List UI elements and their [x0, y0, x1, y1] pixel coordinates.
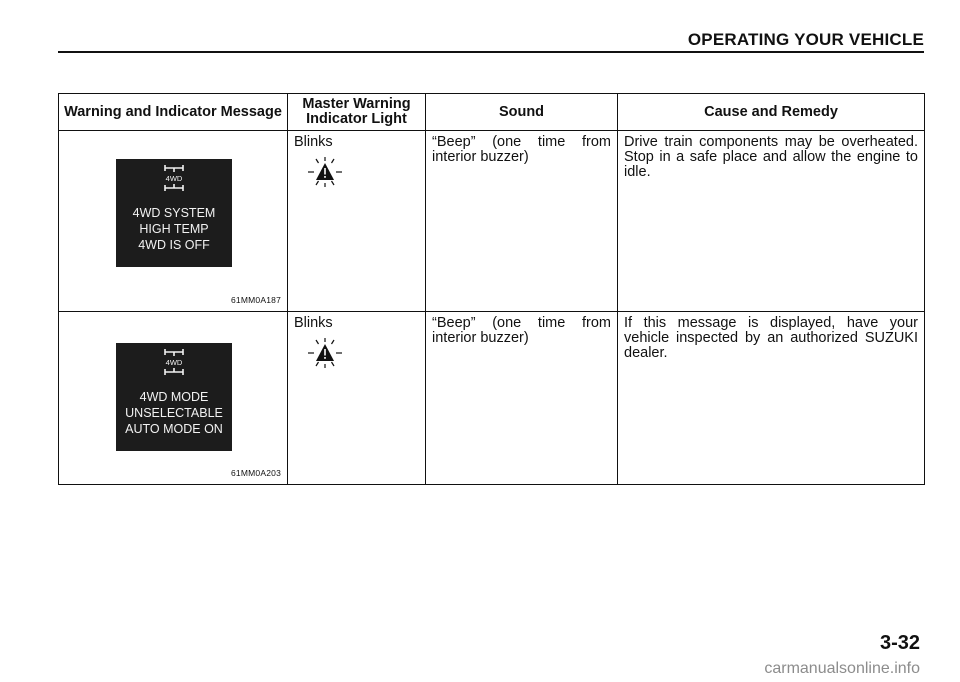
4wd-indicator-icon: [159, 163, 189, 193]
column-header-sound: Sound: [426, 94, 618, 131]
sound-text: “Beep” (one time from interior buzzer): [432, 315, 611, 346]
column-header-master-light: Master Warning Indicator Light: [288, 94, 426, 131]
sound-cell: [426, 312, 618, 485]
master-light-cell: [288, 131, 426, 312]
warning-message-table: [58, 93, 925, 485]
4wd-label: 4WD: [165, 174, 183, 183]
4wd-indicator-icon: [159, 347, 189, 377]
cause-remedy-cell: [618, 131, 925, 312]
master-light-text: Blinks: [294, 134, 333, 150]
section-title: OPERATING YOUR VEHICLE: [687, 30, 924, 49]
info-display-image: [116, 159, 232, 267]
figure-code: 61MM0A187: [231, 295, 281, 305]
cause-remedy-text: Drive train components may be overheated. Stop in a safe place and allow the engine to idle.: [624, 134, 918, 180]
watermark-text: carmanualsonline.info: [764, 660, 920, 677]
table-header-row: [59, 94, 925, 131]
page-number: 3-32: [879, 632, 920, 654]
column-header-cause-remedy: Cause and Remedy: [618, 94, 925, 131]
display-line: 4WD SYSTEM: [132, 206, 216, 220]
display-line: AUTO MODE ON: [125, 422, 223, 436]
figure-code: 61MM0A203: [231, 468, 281, 478]
master-warning-triangle-icon: [306, 337, 344, 369]
display-line: 4WD MODE: [139, 390, 209, 404]
message-display-cell: [59, 312, 288, 485]
4wd-label: 4WD: [165, 358, 183, 367]
master-warning-triangle-icon: [306, 156, 344, 188]
column-header-message: Warning and Indicator Message: [59, 94, 288, 131]
message-display-cell: [59, 131, 288, 312]
sound-text: “Beep” (one time from interior buzzer): [432, 134, 611, 165]
master-light-cell: [288, 312, 426, 485]
master-light-text: Blinks: [294, 315, 333, 331]
info-display-image: [116, 343, 232, 451]
table-row: [59, 312, 925, 485]
display-line: UNSELECTABLE: [125, 406, 223, 420]
cause-remedy-cell: [618, 312, 925, 485]
table-row: [59, 131, 925, 312]
display-line: HIGH TEMP: [139, 222, 209, 236]
header-rule: [58, 51, 924, 53]
sound-cell: [426, 131, 618, 312]
display-line: 4WD IS OFF: [138, 238, 210, 252]
cause-remedy-text: If this message is displayed, have your vehicle inspected by an authorized SUZUKI dealer.: [624, 315, 918, 361]
